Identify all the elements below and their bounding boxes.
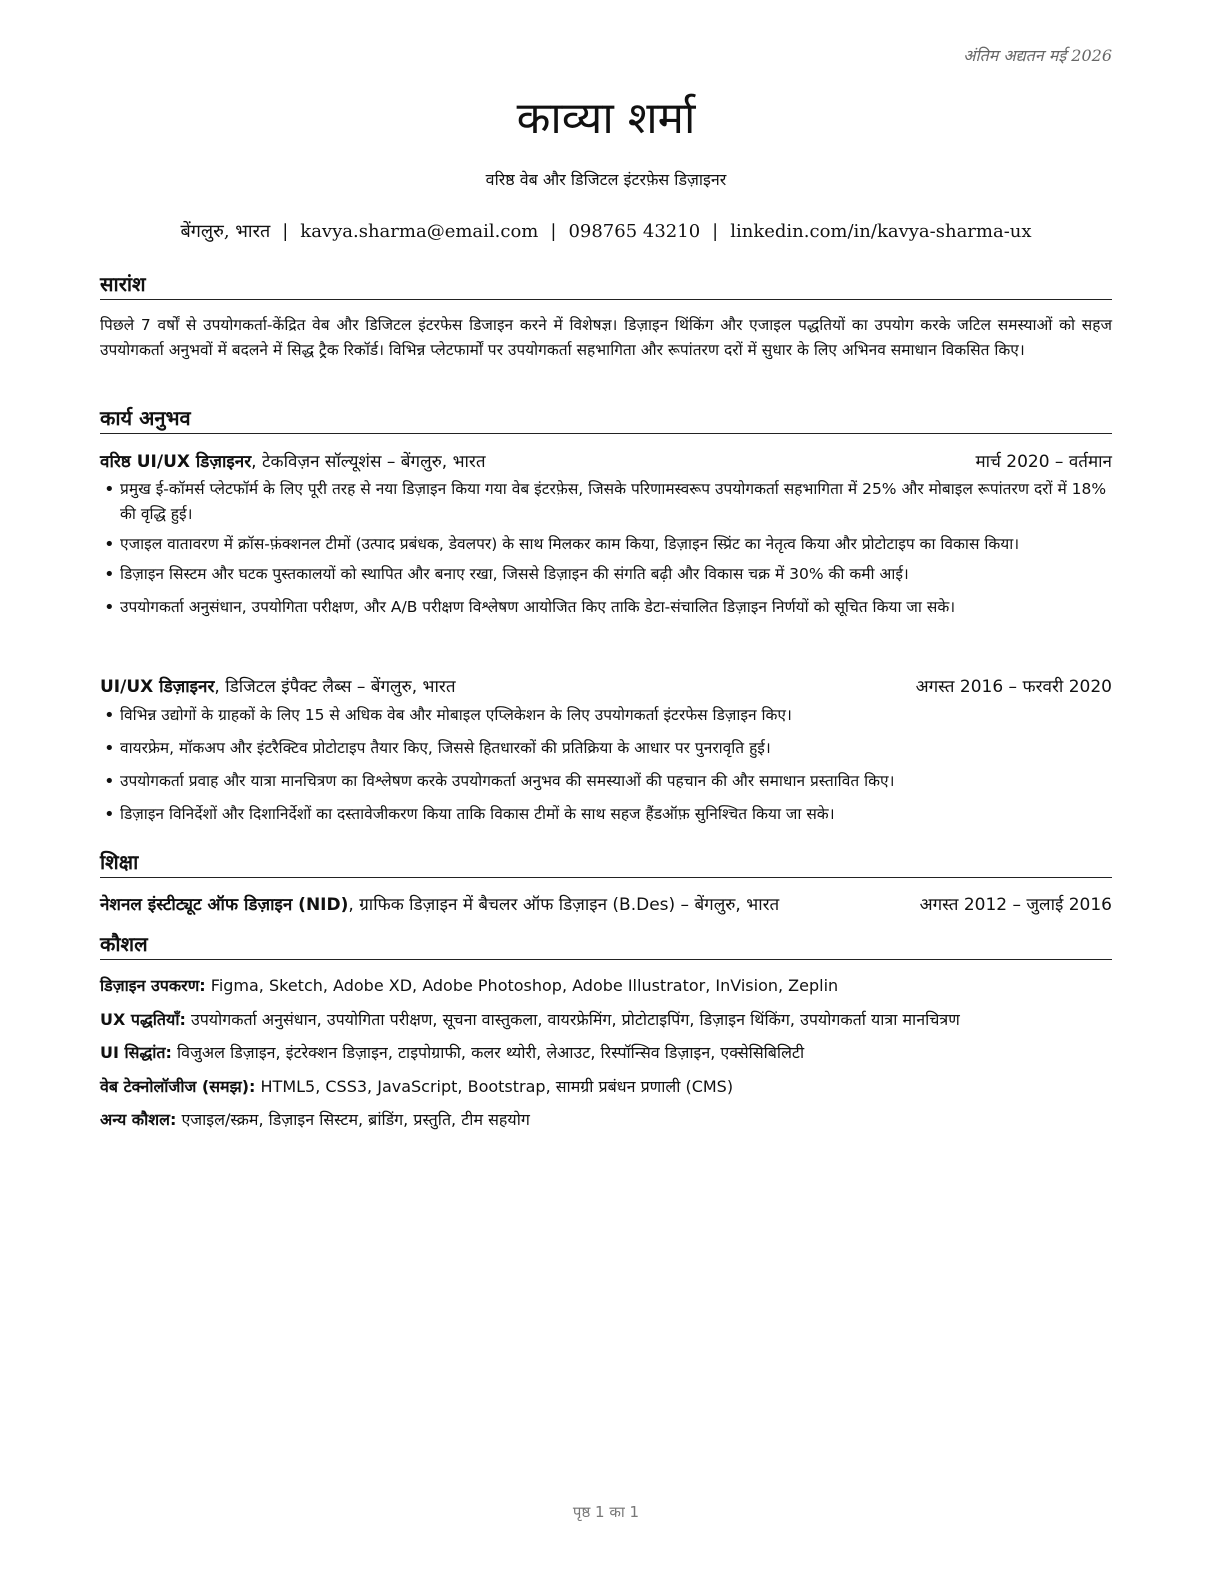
skill-value: उपयोगकर्ता अनुसंधान, उपयोगिता परीक्षण, सूचना वास्तुकला, वायरफ्रेमिंग, प्रोटोटाइपिंग, डिज़ाइन थिंकिंग, उपयोगकर्ता यात्रा मानचित्रण <box>185 1009 960 1029</box>
contact-line <box>100 219 1112 243</box>
skill-row <box>100 1108 1112 1142</box>
education-institution: नेशनल इंस्टीट्यूट ऑफ डिज़ाइन (NID) <box>100 895 349 915</box>
list-item: • एजाइल वातावरण में क्रॉस-फ़ंक्शनल टीमों (उत्पाद प्रबंधक, डेवलपर) के साथ मिलकर काम किया, डिज़ाइन स्प्रिंट का नेतृत्व किया और प्रोटोटाइप का विकास किया। <box>100 532 1112 557</box>
section-title-education: शिक्षा <box>100 848 1112 878</box>
job-title: UI/UX डिज़ाइनर <box>100 677 215 697</box>
candidate-name: काव्या शर्मा <box>516 93 696 144</box>
education-degree: , ग्राफिक डिज़ाइन में बैचलर ऑफ डिज़ाइन (B.Des) – बेंगलुरु, भारत <box>348 895 780 915</box>
skill-value: एजाइल/स्क्रम, डिज़ाइन सिस्टम, ब्रांडिंग, प्रस्तुति, टीम सहयोग <box>176 1110 530 1129</box>
job-header <box>100 449 1112 472</box>
job-company: , डिजिटल इंपैक्ट लैब्स – बेंगलुरु, भारत <box>214 677 456 697</box>
job-bullets <box>100 703 1112 827</box>
skill-row <box>100 1041 1112 1075</box>
contact-linkedin[interactable]: linkedin.com/in/kavya-sharma-ux <box>730 221 1032 242</box>
skill-value: HTML5, CSS3, JavaScript, Bootstrap, सामग्री प्रबंधन प्रणाली (CMS) <box>255 1076 734 1096</box>
job-company: , टेकविज़न सॉल्यूशंस – बेंगलुरु, भारत <box>251 452 486 472</box>
job-dates: अगस्त 2016 – फरवरी 2020 <box>915 677 1112 697</box>
skill-label: UX पद्धतियाँ: <box>100 1009 186 1029</box>
page-indicator: पृष्ठ 1 का 1 <box>572 1503 640 1521</box>
summary-text: पिछले 7 वर्षों से उपयोगकर्ता-केंद्रित वेब और डिजिटल इंटरफेस डिजाइन करने में विशेषज्ञ। डिज़ाइन थिंकिंग और एजाइल पद्धतियों का उपयोग करके जटिल समस्याओं को सहज उपयोगकर्ता अनुभवों में बदलने में सिद्ध ट्रैक रिकॉर्ड। विभिन्न प्लेटफार्मों पर उपयोगकर्ता सहभागिता और रूपांतरण दरों में सुधार के लिए अभिनव समाधान विकसित किए। <box>100 316 1112 359</box>
skill-row <box>100 1008 1112 1042</box>
list-item: • उपयोगकर्ता अनुसंधान, उपयोगिता परीक्षण, और A/B परीक्षण विश्लेषण आयोजित किए ताकि डेटा-संचालित डिज़ाइन निर्णयों को सूचित किया जा सके। <box>100 595 1112 620</box>
contact-separator: | <box>712 221 719 242</box>
skill-label: वेब टेक्नोलॉजीज (समझ): <box>100 1076 256 1096</box>
skill-label: अन्य कौशल: <box>100 1110 177 1129</box>
list-item: • डिज़ाइन सिस्टम और घटक पुस्तकालयों को स्थापित और बनाए रखा, जिससे डिज़ाइन की संगति बढ़ी और विकास चक्र में 30% की कमी आई। <box>100 562 1112 587</box>
skill-row <box>100 1075 1112 1109</box>
skill-label: UI सिद्धांत: <box>100 1043 172 1062</box>
job-header <box>100 674 1112 697</box>
contact-separator: | <box>282 221 289 242</box>
job-dates: मार्च 2020 – वर्तमान <box>975 452 1112 472</box>
contact-phone[interactable]: 098765 43210 <box>568 221 701 242</box>
contact-location: बेंगलुरु, भारत <box>180 221 271 242</box>
skills-list <box>100 974 1112 1142</box>
section-title-summary: सारांश <box>100 270 1112 300</box>
job-title: वरिष्ठ UI/UX डिज़ाइनर <box>100 452 252 472</box>
list-item: • डिज़ाइन विनिर्देशों और दिशानिर्देशों का दस्तावेजीकरण किया ताकि विकास टीमों के साथ सहज हैंडऑफ़ सुनिश्चित किया जा सके। <box>100 802 1112 827</box>
contact-email[interactable]: kavya.sharma@email.com <box>300 221 539 242</box>
job-bullets <box>100 477 1112 620</box>
resume-page <box>100 0 1112 1584</box>
education-dates: अगस्त 2012 – जुलाई 2016 <box>919 895 1112 915</box>
list-item: • वायरफ्रेम, मॉकअप और इंटरैक्टिव प्रोटोटाइप तैयार किए, जिससे हितधारकों की प्रतिक्रिया के आधार पर पुनरावृति हुई। <box>100 736 1112 761</box>
list-item: • उपयोगकर्ता प्रवाह और यात्रा मानचित्रण का विश्लेषण करके उपयोगकर्ता अनुभव की समस्याओं की पहचान की और समाधान प्रस्तावित किए। <box>100 769 1112 794</box>
section-title-skills: कौशल <box>100 930 1112 960</box>
skill-value: विजुअल डिज़ाइन, इंटरेक्शन डिज़ाइन, टाइपोग्राफी, कलर थ्योरी, लेआउट, रिस्पॉन्सिव डिज़ाइन, एक्सेसिबिलिटी <box>171 1043 805 1062</box>
last-updated: अंतिम अद्यतन मई 2026 <box>963 46 1112 65</box>
skill-label: डिज़ाइन उपकरण: <box>100 976 206 995</box>
education-entry <box>100 892 1112 915</box>
contact-separator: | <box>550 221 557 242</box>
job-title-subtitle: वरिष्ठ वेब और डिजिटल इंटरफ़ेस डिज़ाइनर <box>485 170 727 189</box>
skill-value: Figma, Sketch, Adobe XD, Adobe Photoshop, Adobe Illustrator, InVision, Zeplin <box>205 976 839 995</box>
skill-row <box>100 974 1112 1008</box>
list-item: • प्रमुख ई-कॉमर्स प्लेटफॉर्म के लिए पूरी तरह से नया डिज़ाइन किया गया वेब इंटरफ़ेस, जिसके परिणामस्वरूप उपयोगकर्ता सहभागिता में 25% और मोबाइल रूपांतरण दरों में 18% की वृद्धि हुई। <box>100 477 1112 527</box>
section-title-experience: कार्य अनुभव <box>100 404 1112 434</box>
list-item: • विभिन्न उद्योगों के ग्राहकों के लिए 15 से अधिक वेब और मोबाइल एप्लिकेशन के लिए उपयोगकर्ता इंटरफेस डिज़ाइन किए। <box>100 703 1112 728</box>
